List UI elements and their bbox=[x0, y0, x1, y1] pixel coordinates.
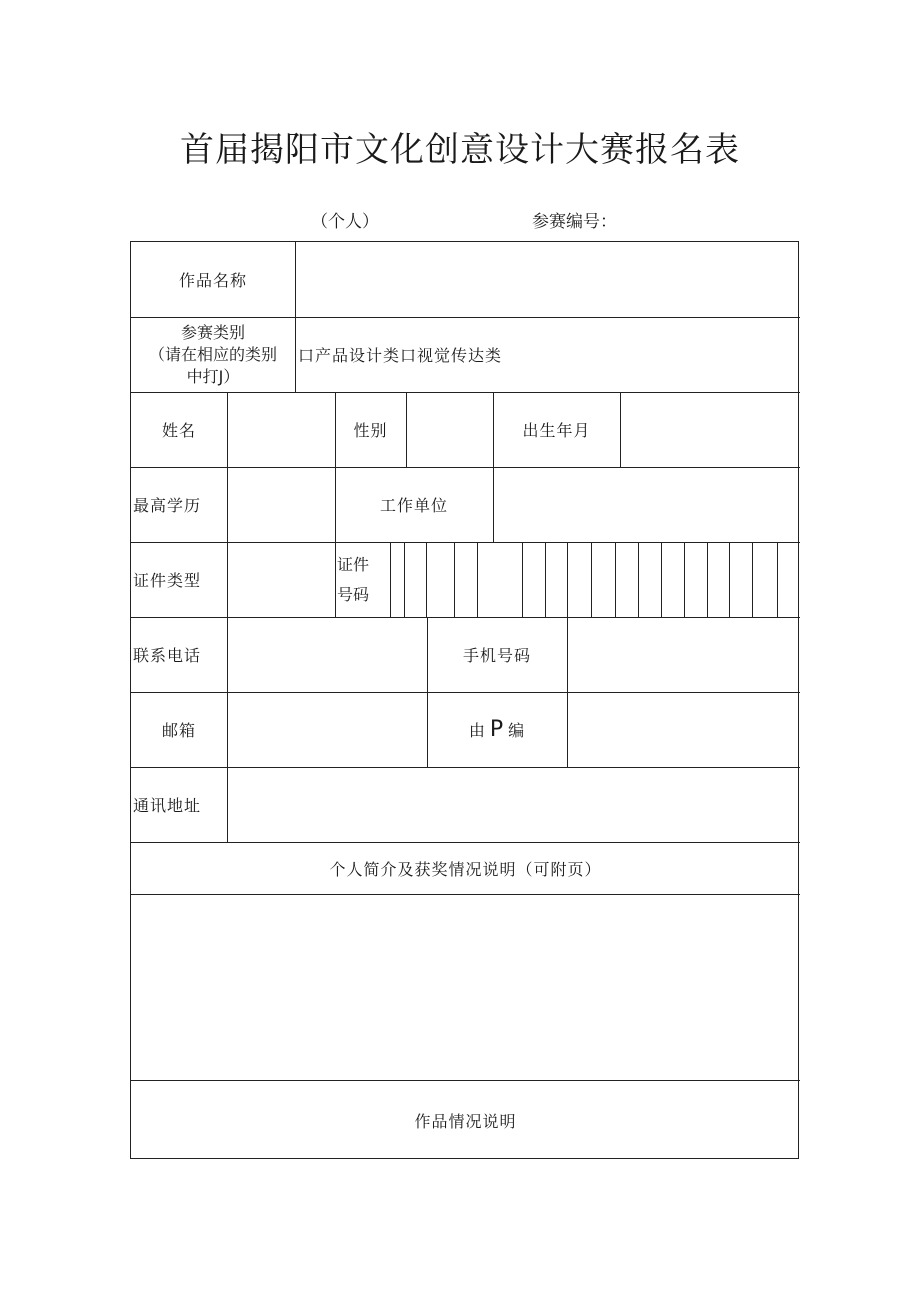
mobile-field[interactable] bbox=[568, 618, 799, 691]
phone-field[interactable] bbox=[228, 618, 426, 691]
bio-section-header: 个人简介及获奖情况说明（可附页） bbox=[329, 859, 602, 879]
postcode-label bbox=[427, 692, 567, 767]
postcode-label-part1: 由 bbox=[468, 721, 486, 740]
postcode-label-part3: 编 bbox=[508, 721, 526, 740]
bio-textarea[interactable] bbox=[132, 895, 799, 1079]
gender-label: 性别 bbox=[353, 421, 388, 440]
category-label bbox=[131, 317, 295, 392]
name-field[interactable] bbox=[228, 393, 334, 466]
id-number-label-line1: 证件 bbox=[337, 554, 370, 574]
phone-label: 联系电话 bbox=[133, 646, 202, 665]
postcode-field[interactable] bbox=[568, 693, 799, 766]
registration-form-table bbox=[130, 241, 799, 1159]
employer-label: 工作单位 bbox=[379, 496, 448, 515]
employer-field[interactable] bbox=[494, 468, 799, 541]
birth-date-field[interactable] bbox=[621, 393, 799, 466]
education-label: 最高学历 bbox=[133, 496, 202, 515]
category-label-line2: （请在相应的类别 bbox=[148, 344, 277, 364]
gender-field[interactable] bbox=[407, 393, 492, 466]
category-label-line3: 中打J） bbox=[186, 366, 240, 386]
entry-number-label: 参赛编号： bbox=[532, 212, 617, 232]
work-name-field[interactable] bbox=[296, 243, 799, 316]
email-label: 邮箱 bbox=[161, 721, 196, 740]
category-options[interactable]: 口产品设计类口视觉传达类 bbox=[298, 346, 503, 365]
mobile-label: 手机号码 bbox=[462, 646, 531, 665]
birth-date-label: 出生年月 bbox=[522, 421, 591, 440]
category-label-line1: 参赛类别 bbox=[180, 322, 245, 342]
id-type-field[interactable] bbox=[228, 543, 334, 616]
id-number-label-line2: 号码 bbox=[337, 584, 370, 604]
work-name-label: 作品名称 bbox=[178, 271, 247, 290]
address-field[interactable] bbox=[228, 768, 799, 841]
work-description-header[interactable]: 作品情况说明 bbox=[414, 1111, 517, 1131]
id-number-label bbox=[335, 542, 390, 617]
entry-type-label: （个人） bbox=[311, 212, 379, 232]
form-title: 首届揭阳市文化创意设计大赛报名表 bbox=[180, 130, 740, 170]
name-label: 姓名 bbox=[161, 421, 196, 440]
id-type-label: 证件类型 bbox=[133, 571, 202, 590]
address-label: 通讯地址 bbox=[133, 796, 202, 815]
postcode-label-part2: P bbox=[489, 717, 505, 742]
email-field[interactable] bbox=[228, 693, 426, 766]
education-field[interactable] bbox=[228, 468, 334, 541]
id-number-field[interactable] bbox=[391, 543, 799, 616]
